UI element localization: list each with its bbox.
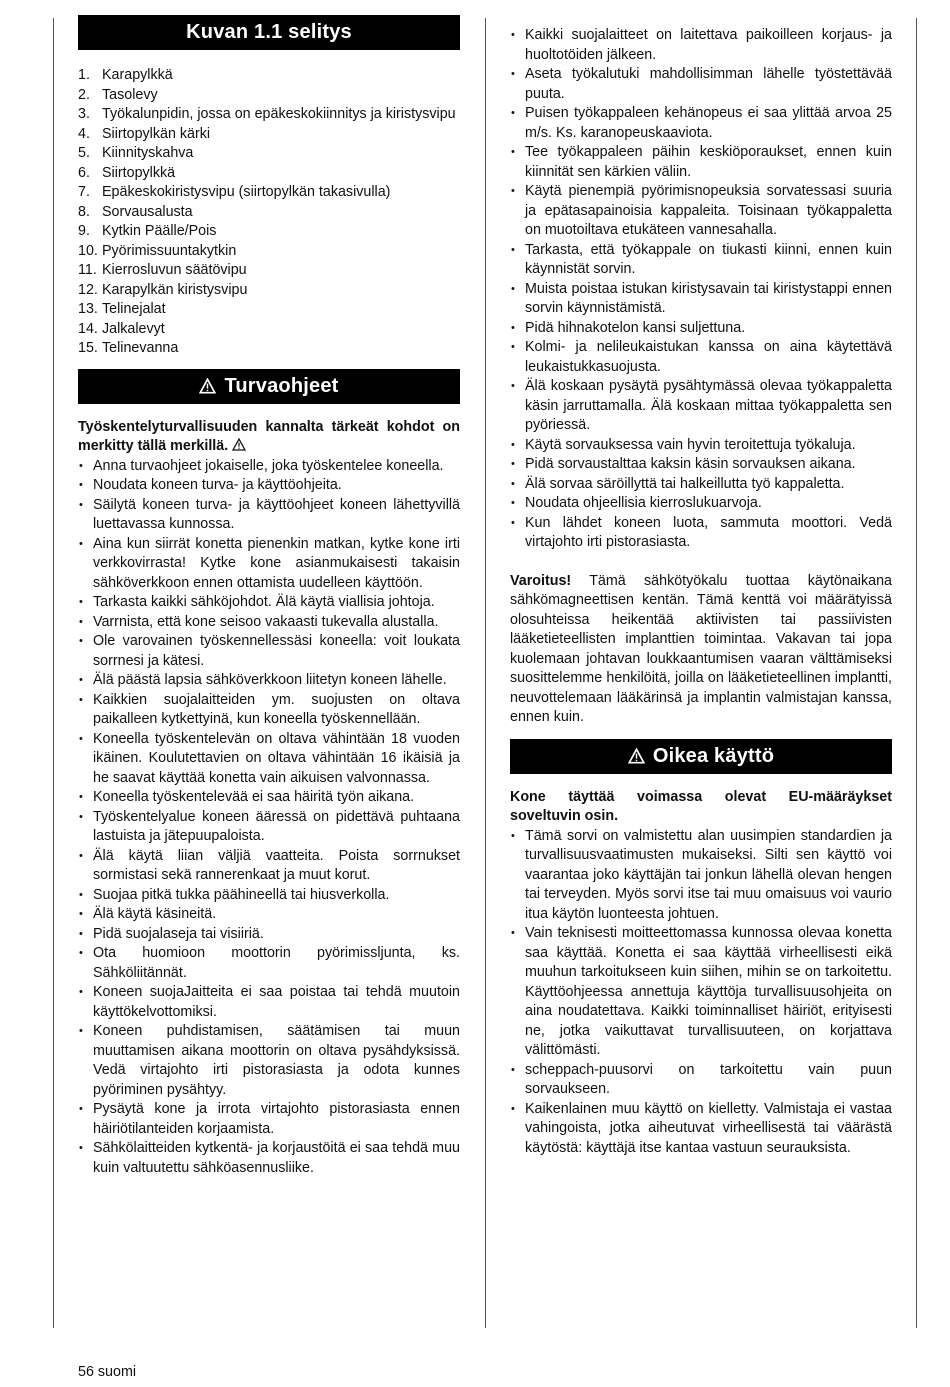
legend-item-text: Pyörimissuuntakytkin: [102, 242, 237, 259]
legend-item-text: Telinevanna: [102, 340, 179, 356]
safety-item: • Varrnista, että kone seisoo vakaasti tukevalla alustalla.: [78, 613, 460, 633]
safety-item: • Ole varovainen työskennellessäsi koneella: voit loukata sorrnesi ja kätesi.: [78, 632, 460, 671]
legend-item: [78, 320, 460, 340]
safety-item: • Koneen suojaJaitteita ei saa poistaa tai tehdä muutoin käyttökelvottomiksi.: [78, 983, 460, 1022]
legend-item-text: Siirtopylkän kärki: [102, 125, 211, 142]
proper-use-item: • Vain teknisesti moitteettomassa kunnossa olevaa konetta saa käyttää. Konetta ei saa käyttää virheellisesti eikä muuhun tarkoitukseen kuin siihen, mihin se on tarkoitettu. Käyttöohjeessa annettuja käyttöja turvallisuusohjeita on aina noudatettava. Kaikki toiminnalliset häiriöt, erityisesti ne, jotka vaikuttavat turvallisuuteen, on korjattava välittömästi.: [510, 924, 892, 1061]
legend-item-text: Kierrosluvun säätövipu: [102, 262, 247, 278]
legend-item-text: Epäkeskokiristysvipu (siirtopylkän takasivulla): [102, 184, 391, 200]
safety-item: • Älä sorvaa säröillyttä tai halkeillutta työ kappaletta.: [510, 475, 892, 495]
safety-item: • Käytä sorvauksessa vain hyvin teroitettuja työkaluja.: [510, 436, 892, 456]
legend-item-number: 10.: [78, 242, 98, 259]
legend-item: [78, 105, 460, 125]
safety-item: • Älä käytä liian väljiä vaatteita. Poista sorrnukset sormistasi sekä rannerenkaat ja muut korut.: [78, 847, 460, 886]
safety-item: • Aseta työkalutuki mahdollisimman lähelle työstettävää puuta.: [510, 65, 892, 104]
safety-item: • Noudata koneen turva- ja käyttöohjeita.: [78, 476, 460, 496]
safety-item: • Tarkasta kaikki sähköjohdot. Älä käytä viallisia johtoja.: [78, 593, 460, 613]
safety-item: • Anna turvaohjeet jokaiselle, joka työskentelee koneella.: [78, 457, 460, 477]
legend-item-text: Telinejalat: [102, 301, 166, 317]
safety-item: • Pidä suojalaseja tai visiiriä.: [78, 925, 460, 945]
legend-item-number: 11.: [78, 262, 97, 278]
legend-item-number: 13.: [78, 301, 98, 317]
warning-triangle-icon: [199, 369, 216, 404]
safety-item: • Kun lähdet koneen luota, sammuta moottori. Vedä virtajohto irti pistorasiasta.: [510, 514, 892, 553]
page-footer: [78, 1364, 136, 1380]
legend-item: [78, 164, 460, 184]
warning-triangle-icon: [232, 438, 246, 454]
safety-item: • Noudata ohjeellisia kierroslukuarvoja.: [510, 494, 892, 514]
safety-item: • Puisen työkappaleen kehänopeus ei saa ylittää arvoa 25 m/s. Ks. karanopeuskaaviota.: [510, 104, 892, 143]
legend-item: [78, 144, 460, 164]
safety-item: • Säilytä koneen turva- ja käyttöohjeet koneen lähettyvillä luettavassa kunnossa.: [78, 496, 460, 535]
safety-item: • Koneen puhdistamisen, säätämisen tai muun muuttamisen aikana moottorin on oltava pysähdyksissä. Vedä virtajohto irti pistorasiasta ja odota kunnes pyöriminen pysähtyy.: [78, 1022, 460, 1100]
legend-item-text: Karapylkän kiristysvipu: [102, 281, 248, 298]
safety-item: • Koneella työskentelevää ei saa häiritä työn aikana.: [78, 788, 460, 808]
legend-item-text: Sorvausalusta: [102, 203, 193, 220]
legend-item-text: Kiinnityskahva: [102, 145, 194, 161]
safety-item: • Käytä pienempiä pyörimisnopeuksia sorvatessasi suuria ja epätasapainoisia kappaleita. Toisinaan työkappaletta on muotoiltava etukäteen vannesahalla.: [510, 182, 892, 241]
safety-item: • Kaikkien suojalaitteiden ym. suojusten on oltava paikalleen kytkettyinä, kun koneella työskennellään.: [78, 691, 460, 730]
legend-item: [78, 183, 460, 203]
legend-item-number: 15.: [78, 340, 98, 356]
safety-item: • Kaikki suojalaitteet on laitettava paikoilleen korjaus- ja huoltotöiden jälkeen.: [510, 26, 892, 65]
legend-item: [78, 203, 460, 223]
safety-item: • Ota huomioon moottorin pyörimissljunta, ks. Sähköliitännät.: [78, 944, 460, 983]
safety-item: • Tarkasta, että työkappale on tiukasti kiinni, ennen kuin käynnistät sorvin.: [510, 241, 892, 280]
warning-label: Varoitus!: [510, 572, 572, 589]
legend-item-number: 14.: [78, 320, 98, 337]
safety-item: • Pysäytä kone ja irrota virtajohto pistorasiasta ennen häiriötilanteiden korjaamista.: [78, 1100, 460, 1139]
safety-item: • Koneella työskentelevän on oltava vähintään 18 vuoden ikäinen. Koulutettavien on oltava vähintään 16 ikäisiä ja he saavat käyttää konetta vain aikuisen valvonnassa.: [78, 730, 460, 789]
legend-item: [78, 339, 460, 359]
proper-use-title: Oikea käyttö: [652, 744, 775, 767]
legend-item-text: Tasolevy: [102, 86, 158, 103]
legend-item-number: 2.: [78, 86, 90, 103]
legend-item-text: Siirtopylkkä: [102, 164, 176, 181]
legend-title: Kuvan 1.1 selitys: [186, 21, 352, 43]
page-number: 56: [78, 1364, 94, 1380]
safety-item: • Älä koskaan pysäytä pysähtymässä olevaa työkappaletta käsin jarruttamalla. Älä koskaan mittaa työkappaletta sen pyöriessä.: [510, 377, 892, 436]
safety-item: • Aina kun siirrät konetta pienenkin matkan, kytke kone irti verkkovirrasta! Kytke kone asianmukaisesti takaisin sähköverkkoon ennen ottamista uudelleen käyttöön.: [78, 535, 460, 594]
safety-item: • Älä päästä lapsia sähköverkkoon liitetyn koneen lähelle.: [78, 671, 460, 691]
legend-item-number: 7.: [78, 184, 90, 200]
right-column: [510, 26, 892, 1158]
legend-item: [78, 261, 460, 281]
safety-item: • Muista poistaa istukan kiristysavain tai kiristystappi ennen sorvin käynnistämistä.: [510, 280, 892, 319]
safety-heading: [78, 369, 460, 404]
proper-use-intro: Kone täyttää voimassa olevat EU-määräykset soveltuvin osin.: [510, 788, 892, 824]
legend-heading: [78, 15, 460, 50]
legend-item-number: 8.: [78, 203, 90, 220]
proper-use-item: • scheppach-puusorvi on tarkoitettu vain puun sorvaukseen.: [510, 1061, 892, 1100]
legend-item-text: Karapylkkä: [102, 67, 173, 83]
safety-item: • Pidä sorvaustalttaa kaksin käsin sorvauksen aikana.: [510, 455, 892, 475]
right-divider: [916, 18, 917, 1328]
safety-item: • Kolmi- ja nelileukaistukan kanssa on aina käytettävä leukaistukkasuojusta.: [510, 338, 892, 377]
left-column: [78, 15, 460, 1178]
legend-item-number: 12.: [78, 281, 98, 298]
left-divider: [53, 18, 54, 1328]
legend-item-number: 4.: [78, 125, 90, 142]
proper-use-item: • Kaikenlainen muu käyttö on kielletty. Valmistaja ei vastaa vahingoista, jotka aiheutuvat virheellisestä tai väärästä käytöstä: käyttäjä itse kantaa vastuun seurauksista.: [510, 1100, 892, 1159]
safety-item: • Älä käytä käsineitä.: [78, 905, 460, 925]
legend-item: [78, 86, 460, 106]
legend-item-text: Kytkin Päälle/Pois: [102, 223, 217, 239]
legend-item: [78, 300, 460, 320]
safety-list-right: [510, 26, 892, 553]
safety-intro: [78, 418, 460, 457]
center-divider: [485, 18, 486, 1328]
legend-item-number: 3.: [78, 106, 90, 122]
safety-title: Turvaohjeet: [224, 374, 339, 397]
safety-item: • Pidä hihnakotelon kansi suljettuna.: [510, 319, 892, 339]
warning-text: Tämä sähkötyökalu tuottaa käytönaikana sähkömagneettisen kentän. Tämä kenttä voi määrätyissä olosuhteissa heikentää aktiivisten tai passiivisten lääketieteellisten implanttien toimintaa. Vakavan tai jopa kuolemaan johtavan loukkaantumisen vaaran välttämiseksi suosittelemme henkilöitä, joilla on lääketieteellinen implantti, neuvottelemaan lääkärinsä ja implantin valmistajan kanssa, ennen kuin.: [510, 572, 892, 725]
warning-triangle-icon: [628, 739, 645, 774]
page-language: suomi: [97, 1364, 137, 1380]
legend-item: [78, 222, 460, 242]
legend-item-number: 5.: [78, 145, 90, 161]
legend-item-text: Jalkalevyt: [102, 320, 165, 337]
legend-item-number: 1.: [78, 67, 90, 83]
legend-item: [78, 242, 460, 262]
safety-item: • Työskentelyalue koneen ääressä on pidettävä puhtaana lastuista ja jätepuupaloista.: [78, 808, 460, 847]
proper-use-item: • Tämä sorvi on valmistettu alan uusimpien standardien ja turvallisuusvaatimusten mukaiseksi. Silti sen käyttö voi vaarantaa joko käyttäjän tai jonkun lähellä olevan hengen tai terveyden. Myös sorvi itse tai muu omaisuus voi vaurio itua käytön luonteesta johtuen.: [510, 827, 892, 925]
safety-item: • Sähkölaitteiden kytkentä- ja korjaustöitä ei saa tehdä muu kuin valtuutettu sähköasennusliike.: [78, 1139, 460, 1178]
legend-item-number: 9.: [78, 223, 90, 239]
emf-warning: [510, 572, 892, 728]
legend-list: [78, 66, 460, 359]
legend-item-text: Työkalunpidin, jossa on epäkeskokiinnitys ja kiristysvipu: [102, 106, 456, 122]
safety-intro-text: Työskentelyturvallisuuden kannalta tärkeät kohdot on merkitty tällä merkillä.: [78, 418, 460, 454]
safety-item: • Suojaa pitkä tukka päähineellä tai hiusverkolla.: [78, 886, 460, 906]
proper-use-heading: [510, 739, 892, 774]
legend-item: [78, 281, 460, 301]
proper-use-list: [510, 827, 892, 1159]
safety-item: • Tee työkappaleen päihin keskiöporaukset, ennen kuin kiinnität sen kärkien väliin.: [510, 143, 892, 182]
legend-item-number: 6.: [78, 164, 90, 181]
safety-list-left: [78, 457, 460, 1179]
legend-item: [78, 125, 460, 145]
legend-item: [78, 66, 460, 86]
